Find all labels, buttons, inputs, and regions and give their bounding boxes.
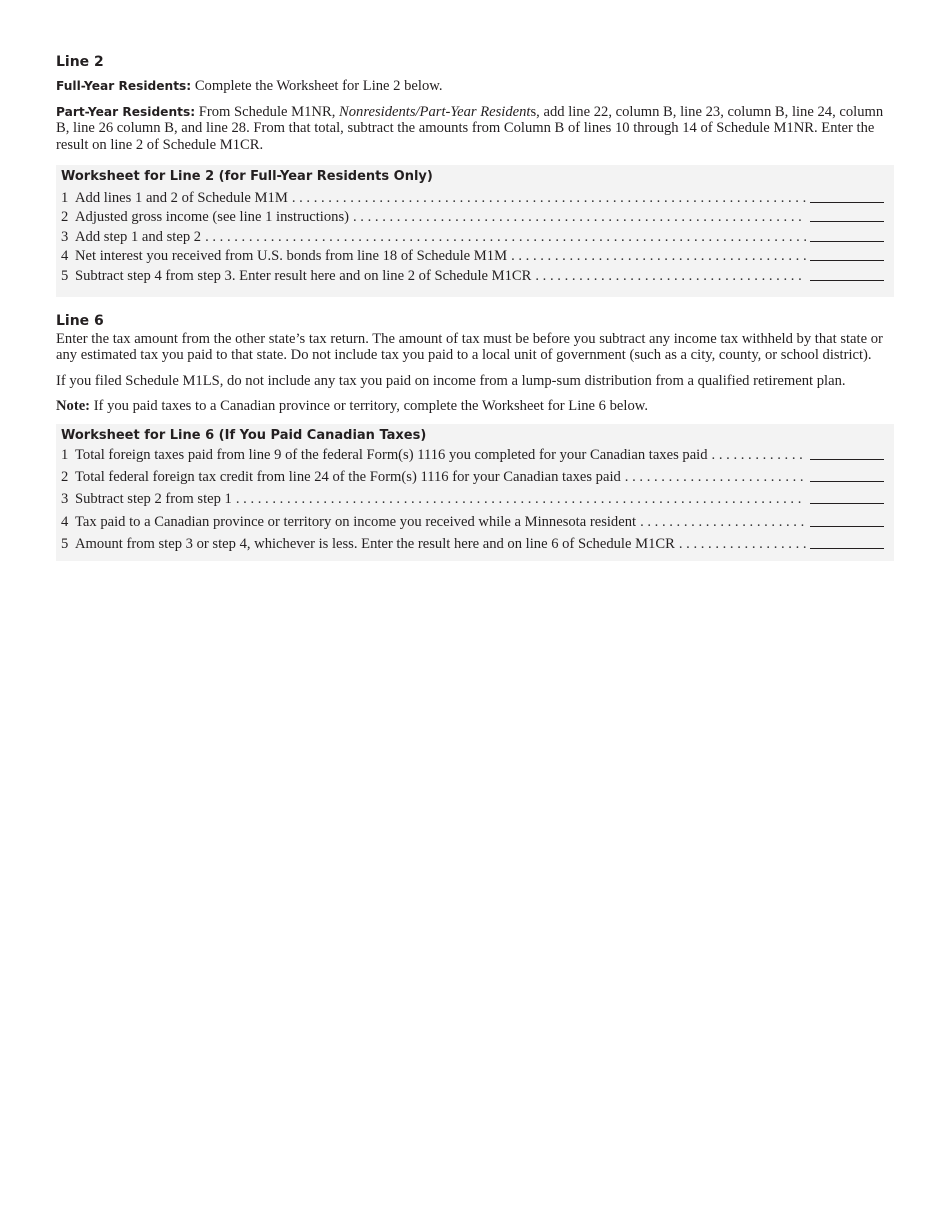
worksheet-line6-row (61, 531, 884, 553)
line6-heading: Line 6 (56, 312, 104, 329)
step-text: Add lines 1 and 2 of Schedule M1M (75, 189, 288, 206)
worksheet-line2-row (61, 187, 884, 207)
worksheet-line2-row (61, 226, 884, 246)
step-text: Total federal foreign tax credit from line 24 of the Form(s) 1116 for your Canadian taxes paid (75, 468, 621, 485)
worksheet-line6-title: Worksheet for Line 6 (If You Paid Canadian Taxes) (61, 427, 427, 443)
answer-blank[interactable] (810, 480, 884, 482)
step-text: Add step 1 and step 2 (75, 228, 202, 245)
step-number: 3 (61, 491, 69, 508)
step-number: 5 (61, 536, 69, 553)
dot-leader (236, 491, 806, 508)
worksheet-line6 (56, 424, 894, 562)
step-text: Total foreign taxes paid from line 9 of the federal Form(s) 1116 you completed for your Canadian taxes paid (75, 446, 708, 463)
worksheet-line2-row (61, 265, 884, 285)
step-number: 2 (61, 209, 69, 225)
instructions-page (56, 52, 894, 569)
part-year-residents-paragraph (56, 104, 894, 154)
step-number: 1 (61, 189, 69, 206)
step-number: 1 (61, 446, 69, 463)
dot-leader (205, 229, 806, 246)
step-number: 4 (61, 513, 69, 530)
line6-paragraph-2: If you filed Schedule M1LS, do not include any tax you paid on income from a lump-sum distribution from a qualified retirement plan. (56, 372, 846, 389)
answer-blank[interactable] (810, 502, 884, 504)
dot-leader (679, 536, 806, 553)
dot-leader (625, 469, 806, 486)
answer-blank[interactable] (810, 259, 884, 261)
dot-leader (511, 248, 806, 265)
worksheet-line2-row (61, 246, 884, 266)
answer-blank[interactable] (810, 201, 884, 203)
full-year-residents-text: Complete the Worksheet for Line 2 below. (191, 78, 443, 94)
answer-blank[interactable] (810, 458, 884, 460)
step-number: 5 (61, 267, 69, 284)
answer-blank[interactable] (810, 279, 884, 281)
answer-blank[interactable] (810, 240, 884, 242)
worksheet-line6-row (61, 486, 884, 508)
worksheet-line6-row (61, 508, 884, 530)
dot-leader (353, 209, 806, 226)
part-year-residents-lead: Part-Year Residents: (56, 104, 196, 119)
step-text: Amount from step 3 or step 4, whichever is less. Enter the result here and on line 6 of Schedule M1CR (75, 536, 675, 553)
dot-leader (640, 514, 806, 531)
part-year-residents-italic: Nonresidents/Part-Year Resident (339, 103, 531, 120)
part-year-residents-text-b: s, add line 22, column B, line 23, column B, line 24, column B, line 26 column B, and line 28. From that total, subtract the amounts from Column B of lines 10 through 14 of Schedule M1NR. Enter the result on line 2 of Schedule M1CR. (56, 103, 884, 153)
worksheet-line6-row (61, 464, 884, 486)
dot-leader (712, 447, 806, 464)
worksheet-line2 (56, 165, 894, 297)
step-number: 3 (61, 228, 69, 245)
full-year-residents-lead: Full-Year Residents: (56, 79, 192, 93)
step-number: 4 (61, 248, 69, 264)
answer-blank[interactable] (810, 220, 884, 222)
dot-leader (535, 268, 806, 285)
worksheet-line6-row (61, 446, 884, 464)
line2-heading: Line 2 (56, 54, 104, 70)
full-year-residents-paragraph (56, 78, 894, 95)
step-number: 2 (61, 468, 69, 485)
answer-blank[interactable] (810, 547, 884, 549)
worksheet-line2-row (61, 207, 884, 227)
step-text: Adjusted gross income (see line 1 instructions) (75, 209, 349, 225)
answer-blank[interactable] (810, 525, 884, 527)
part-year-residents-text-a: From Schedule M1NR, (195, 103, 340, 120)
note-lead: Note: (56, 398, 91, 414)
line6-note (56, 398, 894, 415)
step-text: Tax paid to a Canadian province or territory on income you received while a Minnesota resident (75, 513, 637, 530)
step-text: Net interest you received from U.S. bonds from line 18 of Schedule M1M (75, 248, 508, 264)
step-text: Subtract step 4 from step 3. Enter result here and on line 2 of Schedule M1CR (75, 267, 532, 284)
worksheet-line2-title: Worksheet for Line 2 (for Full-Year Residents Only) (61, 169, 433, 184)
step-text: Subtract step 2 from step 1 (75, 491, 232, 508)
dot-leader (292, 190, 806, 207)
line6-paragraph-1: Enter the tax amount from the other state’s tax return. The amount of tax must be before you subtract any income tax withheld by that state or any estimated tax you paid to that state. Do not include tax you paid to a local unit of government (such as a city, county, or school district). (56, 330, 883, 363)
note-text: If you paid taxes to a Canadian province or territory, complete the Worksheet for Line 6 below. (90, 398, 648, 414)
